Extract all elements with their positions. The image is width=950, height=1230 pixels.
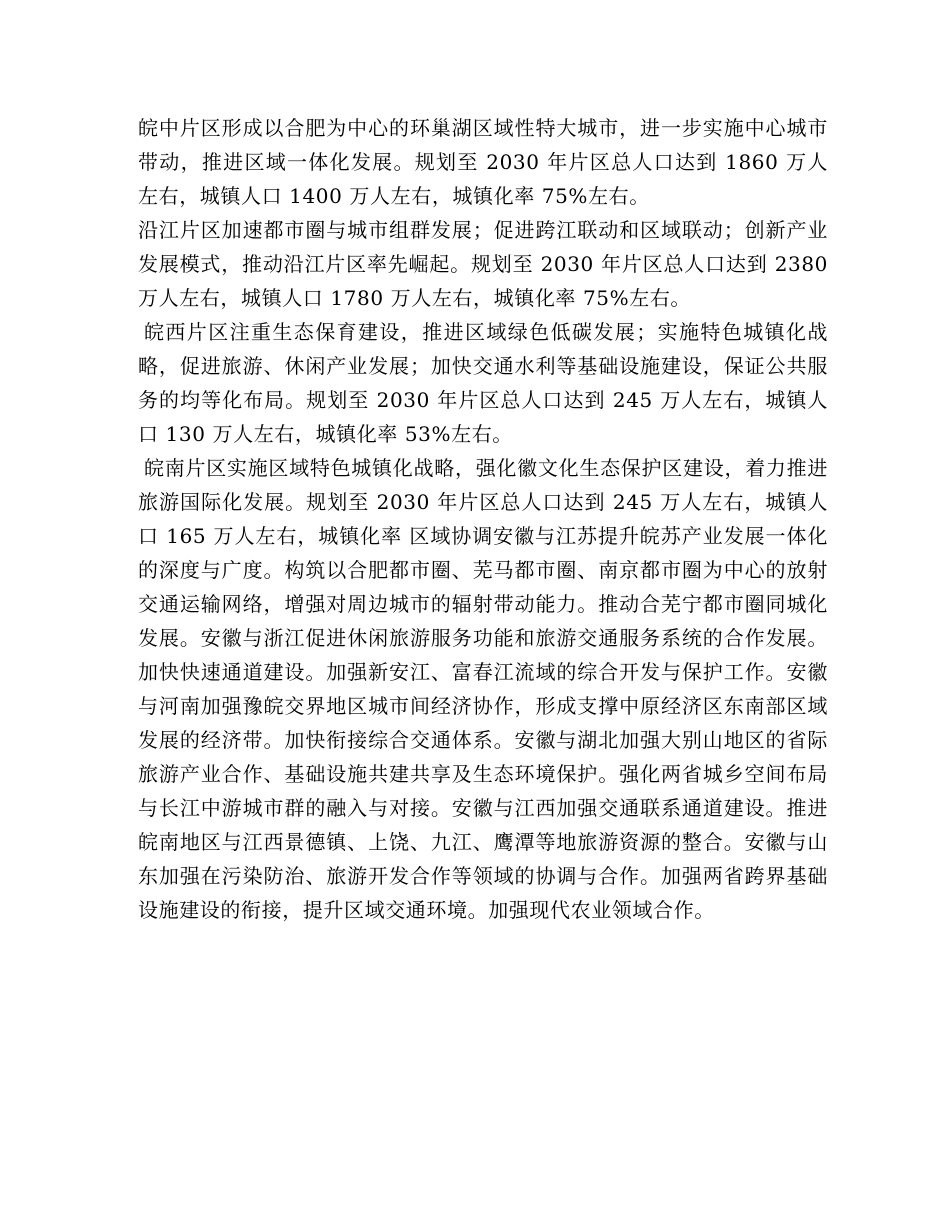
- paragraph-southern-anhui: 皖南片区实施区域特色城镇化战略，强化徽文化生态保护区建设，着力推进旅游国际化发展。规划至 2030 年片区总人口达到 245 万人左右，城镇人口 165 万人左右，城镇化率 区域协调安徽与江苏提升皖苏产业发展一体化的深度与广度。构筑以合肥都市圈、芜马都市圈、南京都市圈为中心的放射交通运输网络，增强对周边城市的辐射带动能力。推动合芜宁都市圈同城化发展。安徽与浙江促进休闲旅游服务功能和旅游交通服务系统的合作发展。加快快速通道建设。加强新安江、富春江流域的综合开发与保护工作。安徽与河南加强豫皖交界地区城市间经济协作，形成支撑中原经济区东南部区域发展的经济带。加快衔接综合交通体系。安徽与湖北加强大别山地区的省际旅游产业合作、基础设施共建共享及生态环境保护。强化两省城乡空间布局与长江中游城市群的融入与对接。安徽与江西加强交通联系通道建设。推进皖南地区与江西景德镇、上饶、九江、鹰潭等地旅游资源的整合。安徽与山东加强在污染防治、旅游开发合作等领域的协调与合作。加强两省跨界基础设施建设的衔接，提升区域交通环境。加强现代农业领域合作。: [138, 456, 828, 922]
- paragraph-western-anhui: 皖西片区注重生态保育建设，推进区域绿色低碳发展；实施特色城镇化战略，促进旅游、休闲产业发展；加快交通水利等基础设施建设，保证公共服务的均等化布局。规划至 2030 年片区总人口达到 245 万人左右，城镇人口 130 万人左右，城镇化率 53%左右。: [138, 320, 828, 446]
- document-body: [138, 111, 828, 927]
- paragraph-along-river: 沿江片区加速都市圈与城市组群发展；促进跨江联动和区域联动；创新产业发展模式，推动沿江片区率先崛起。规划至 2030 年片区总人口达到 2380 万人左右，城镇人口 1780 万人左右，城镇化率 75%左右。: [138, 218, 828, 310]
- paragraph-central-anhui: 皖中片区形成以合肥为中心的环巢湖区域性特大城市，进一步实施中心城市带动，推进区域一体化发展。规划至 2030 年片区总人口达到 1860 万人左右，城镇人口 1400 万人左右，城镇化率 75%左右。: [138, 116, 828, 208]
